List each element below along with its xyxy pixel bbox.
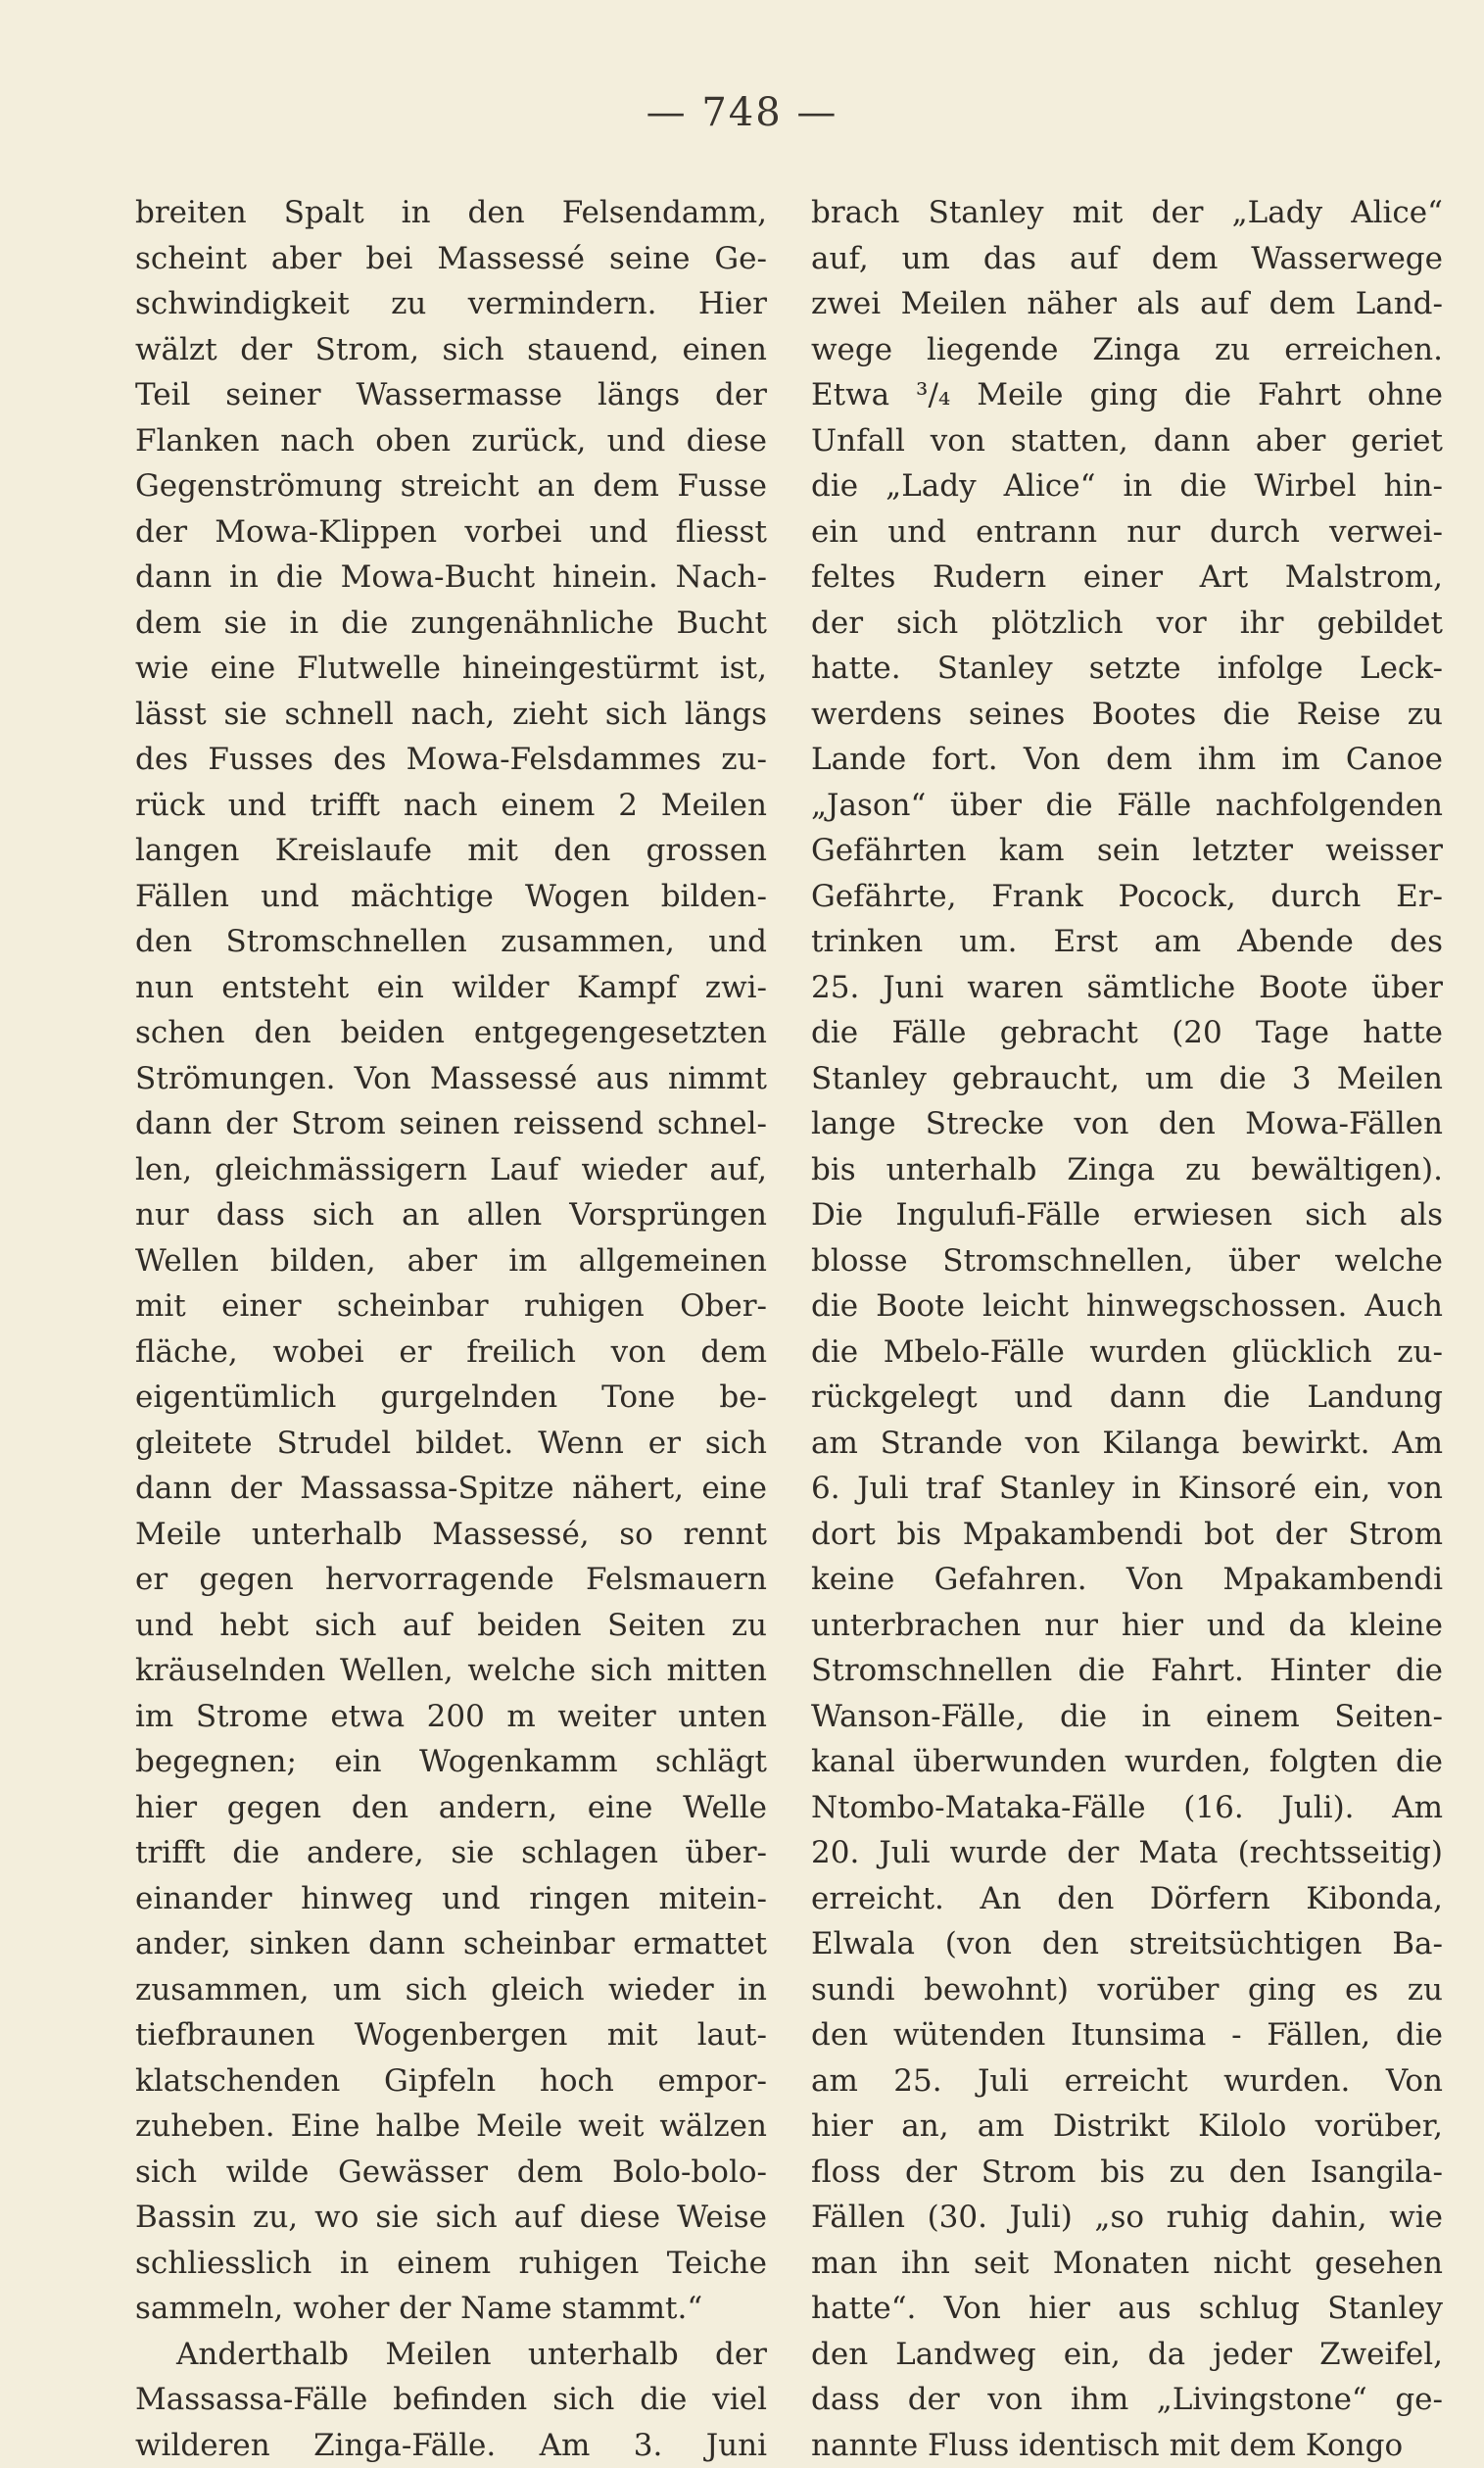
text-line: dann in die Mowa-Bucht hinein. Nach- bbox=[135, 555, 767, 601]
text-line: dem sie in die zungenähnliche Bucht bbox=[135, 601, 767, 647]
text-line: begegnen; ein Wogenkamm schlägt bbox=[135, 1739, 767, 1785]
text-line: Lande fort. Von dem ihm im Canoe bbox=[811, 737, 1443, 783]
right-text-column bbox=[811, 190, 1443, 2468]
text-line: zuheben. Eine halbe Meile weit wälzen bbox=[135, 2104, 767, 2150]
text-line: sich wilde Gewässer dem Bolo-bolo- bbox=[135, 2150, 767, 2196]
text-line: werdens seines Bootes die Reise zu bbox=[811, 692, 1443, 738]
text-line: trinken um. Erst am Abende des bbox=[811, 919, 1443, 965]
left-text-column bbox=[135, 190, 767, 2468]
text-line: auf, um das auf dem Wasserwege bbox=[811, 236, 1443, 282]
text-line: hier an, am Distrikt Kilolo vorüber, bbox=[811, 2104, 1443, 2150]
text-line: 25. Juni waren sämtliche Boote über bbox=[811, 965, 1443, 1011]
text-line: 6. Juli traf Stanley in Kinsoré ein, von bbox=[811, 1466, 1443, 1512]
text-line: unterbrachen nur hier und da kleine bbox=[811, 1603, 1443, 1649]
text-line: Etwa ³/₄ Meile ging die Fahrt ohne bbox=[811, 372, 1443, 418]
text-line: feltes Rudern einer Art Malstrom, bbox=[811, 555, 1443, 601]
text-line: wie eine Flutwelle hineingestürmt ist, bbox=[135, 646, 767, 692]
text-line: rückgelegt und dann die Landung bbox=[811, 1375, 1443, 1421]
text-line: die Boote leicht hinwegschossen. Auch bbox=[811, 1283, 1443, 1330]
text-line: eigentümlich gurgelnden Tone be- bbox=[135, 1375, 767, 1421]
text-line: und hebt sich auf beiden Seiten zu bbox=[135, 1603, 767, 1649]
text-line: ander, sinken dann scheinbar ermattet bbox=[135, 1921, 767, 1967]
text-line: hier gegen den andern, eine Welle bbox=[135, 1785, 767, 1831]
text-line: wege liegende Zinga zu erreichen. bbox=[811, 327, 1443, 373]
text-line: den Stromschnellen zusammen, und bbox=[135, 919, 767, 965]
text-line: klatschenden Gipfeln hoch empor- bbox=[135, 2058, 767, 2105]
text-line: mit einer scheinbar ruhigen Ober- bbox=[135, 1283, 767, 1330]
text-line: trifft die andere, sie schlagen über- bbox=[135, 1830, 767, 1876]
text-line: den wütenden Itunsima - Fällen, die bbox=[811, 2012, 1443, 2058]
text-line: blosse Stromschnellen, über welche bbox=[811, 1238, 1443, 1284]
text-line: zwei Meilen näher als auf dem Land- bbox=[811, 281, 1443, 327]
text-line: er gegen hervorragende Felsmauern bbox=[135, 1557, 767, 1603]
text-line: der Mowa-Klippen vorbei und fliesst bbox=[135, 509, 767, 556]
text-line: Strömungen. Von Massessé aus nimmt bbox=[135, 1056, 767, 1102]
text-line: „Jason“ über die Fälle nachfolgenden bbox=[811, 783, 1443, 829]
text-line: brach Stanley mit der „Lady Alice“ bbox=[811, 190, 1443, 236]
text-line: Wanson-Fälle, die in einem Seiten- bbox=[811, 1694, 1443, 1740]
text-line: Elwala (von den streitsüchtigen Ba- bbox=[811, 1921, 1443, 1967]
text-line: schliesslich in einem ruhigen Teiche bbox=[135, 2241, 767, 2287]
text-line: die Fälle gebracht (20 Tage hatte bbox=[811, 1010, 1443, 1056]
text-line: breiten Spalt in den Felsendamm, bbox=[135, 190, 767, 236]
text-line: Teil seiner Wassermasse längs der bbox=[135, 372, 767, 418]
text-line: dort bis Mpakambendi bot der Strom bbox=[811, 1512, 1443, 1558]
page-number: — 748 — bbox=[0, 90, 1484, 135]
text-line: Bassin zu, wo sie sich auf diese Weise bbox=[135, 2195, 767, 2241]
text-line: der sich plötzlich vor ihr gebildet bbox=[811, 601, 1443, 647]
text-line: im Strome etwa 200 m weiter unten bbox=[135, 1694, 767, 1740]
text-line: Gefährte, Frank Pocock, durch Er- bbox=[811, 874, 1443, 920]
text-line: nur dass sich an allen Vorsprüngen bbox=[135, 1192, 767, 1238]
text-line: wilderen Zinga-Fälle. Am 3. Juni bbox=[135, 2423, 767, 2468]
text-line: gleitete Strudel bildet. Wenn er sich bbox=[135, 1421, 767, 1467]
paragraph-start-line: Anderthalb Meilen unterhalb der bbox=[135, 2332, 767, 2378]
text-line: schwindigkeit zu vermindern. Hier bbox=[135, 281, 767, 327]
text-line: kräuselnden Wellen, welche sich mitten bbox=[135, 1648, 767, 1694]
text-line: Fällen und mächtige Wogen bilden- bbox=[135, 874, 767, 920]
text-line: am Strande von Kilanga bewirkt. Am bbox=[811, 1421, 1443, 1467]
text-line: dann der Massassa-Spitze nähert, eine bbox=[135, 1466, 767, 1512]
text-line: einander hinweg und ringen mitein- bbox=[135, 1876, 767, 1922]
text-line: die „Lady Alice“ in die Wirbel hin- bbox=[811, 463, 1443, 509]
text-line: Gefährten kam sein letzter weisser bbox=[811, 828, 1443, 874]
text-line: den Landweg ein, da jeder Zweifel, bbox=[811, 2332, 1443, 2378]
text-line: dann der Strom seinen reissend schnel- bbox=[135, 1101, 767, 1147]
text-line: Wellen bilden, aber im allgemeinen bbox=[135, 1238, 767, 1284]
text-line: hatte. Stanley setzte infolge Leck- bbox=[811, 646, 1443, 692]
text-line: Massassa-Fälle befinden sich die viel bbox=[135, 2377, 767, 2423]
text-line: fläche, wobei er freilich von dem bbox=[135, 1330, 767, 1376]
text-line: schen den beiden entgegengesetzten bbox=[135, 1010, 767, 1056]
text-line: des Fusses des Mowa-Felsdammes zu- bbox=[135, 737, 767, 783]
text-line: sundi bewohnt) vorüber ging es zu bbox=[811, 1967, 1443, 2013]
text-line: Stanley gebraucht, um die 3 Meilen bbox=[811, 1056, 1443, 1102]
text-line: langen Kreislaufe mit den grossen bbox=[135, 828, 767, 874]
text-line: zusammen, um sich gleich wieder in bbox=[135, 1967, 767, 2013]
text-line: Die Ingulufi-Fälle erwiesen sich als bbox=[811, 1192, 1443, 1238]
text-line: bis unterhalb Zinga zu bewältigen). bbox=[811, 1147, 1443, 1193]
text-line: tiefbraunen Wogenbergen mit laut- bbox=[135, 2012, 767, 2058]
text-line: Stromschnellen die Fahrt. Hinter die bbox=[811, 1648, 1443, 1694]
text-line: Flanken nach oben zurück, und diese bbox=[135, 418, 767, 464]
text-line: am 25. Juli erreicht wurden. Von bbox=[811, 2058, 1443, 2105]
text-line: Gegenströmung streicht an dem Fusse bbox=[135, 463, 767, 509]
text-line: scheint aber bei Massessé seine Ge- bbox=[135, 236, 767, 282]
paragraph-end-line: sammeln, woher der Name stammt.“ bbox=[135, 2286, 767, 2332]
text-line: kanal überwunden wurden, folgten die bbox=[811, 1739, 1443, 1785]
text-line: ein und entrann nur durch verwei- bbox=[811, 509, 1443, 556]
text-line: keine Gefahren. Von Mpakambendi bbox=[811, 1557, 1443, 1603]
text-line: hatte“. Von hier aus schlug Stanley bbox=[811, 2286, 1443, 2332]
text-line: floss der Strom bis zu den Isangila- bbox=[811, 2150, 1443, 2196]
text-line: erreicht. An den Dörfern Kibonda, bbox=[811, 1876, 1443, 1922]
text-line: Ntombo-Mataka-Fälle (16. Juli). Am bbox=[811, 1785, 1443, 1831]
text-line: lange Strecke von den Mowa-Fällen bbox=[811, 1101, 1443, 1147]
text-line: dass der von ihm „Livingstone“ ge- bbox=[811, 2377, 1443, 2423]
text-line: 20. Juli wurde der Mata (rechtsseitig) bbox=[811, 1830, 1443, 1876]
text-line: nun entsteht ein wilder Kampf zwi- bbox=[135, 965, 767, 1011]
text-line: die Mbelo-Fälle wurden glücklich zu- bbox=[811, 1330, 1443, 1376]
text-line: Fällen (30. Juli) „so ruhig dahin, wie bbox=[811, 2195, 1443, 2241]
text-line: Meile unterhalb Massessé, so rennt bbox=[135, 1512, 767, 1558]
text-line: rück und trifft nach einem 2 Meilen bbox=[135, 783, 767, 829]
text-line: nannte Fluss identisch mit dem Kongo bbox=[811, 2423, 1443, 2468]
text-line: wälzt der Strom, sich stauend, einen bbox=[135, 327, 767, 373]
text-line: len, gleichmässigern Lauf wieder auf, bbox=[135, 1147, 767, 1193]
text-line: lässt sie schnell nach, zieht sich längs bbox=[135, 692, 767, 738]
text-line: Unfall von statten, dann aber geriet bbox=[811, 418, 1443, 464]
text-line: man ihn seit Monaten nicht gesehen bbox=[811, 2241, 1443, 2287]
